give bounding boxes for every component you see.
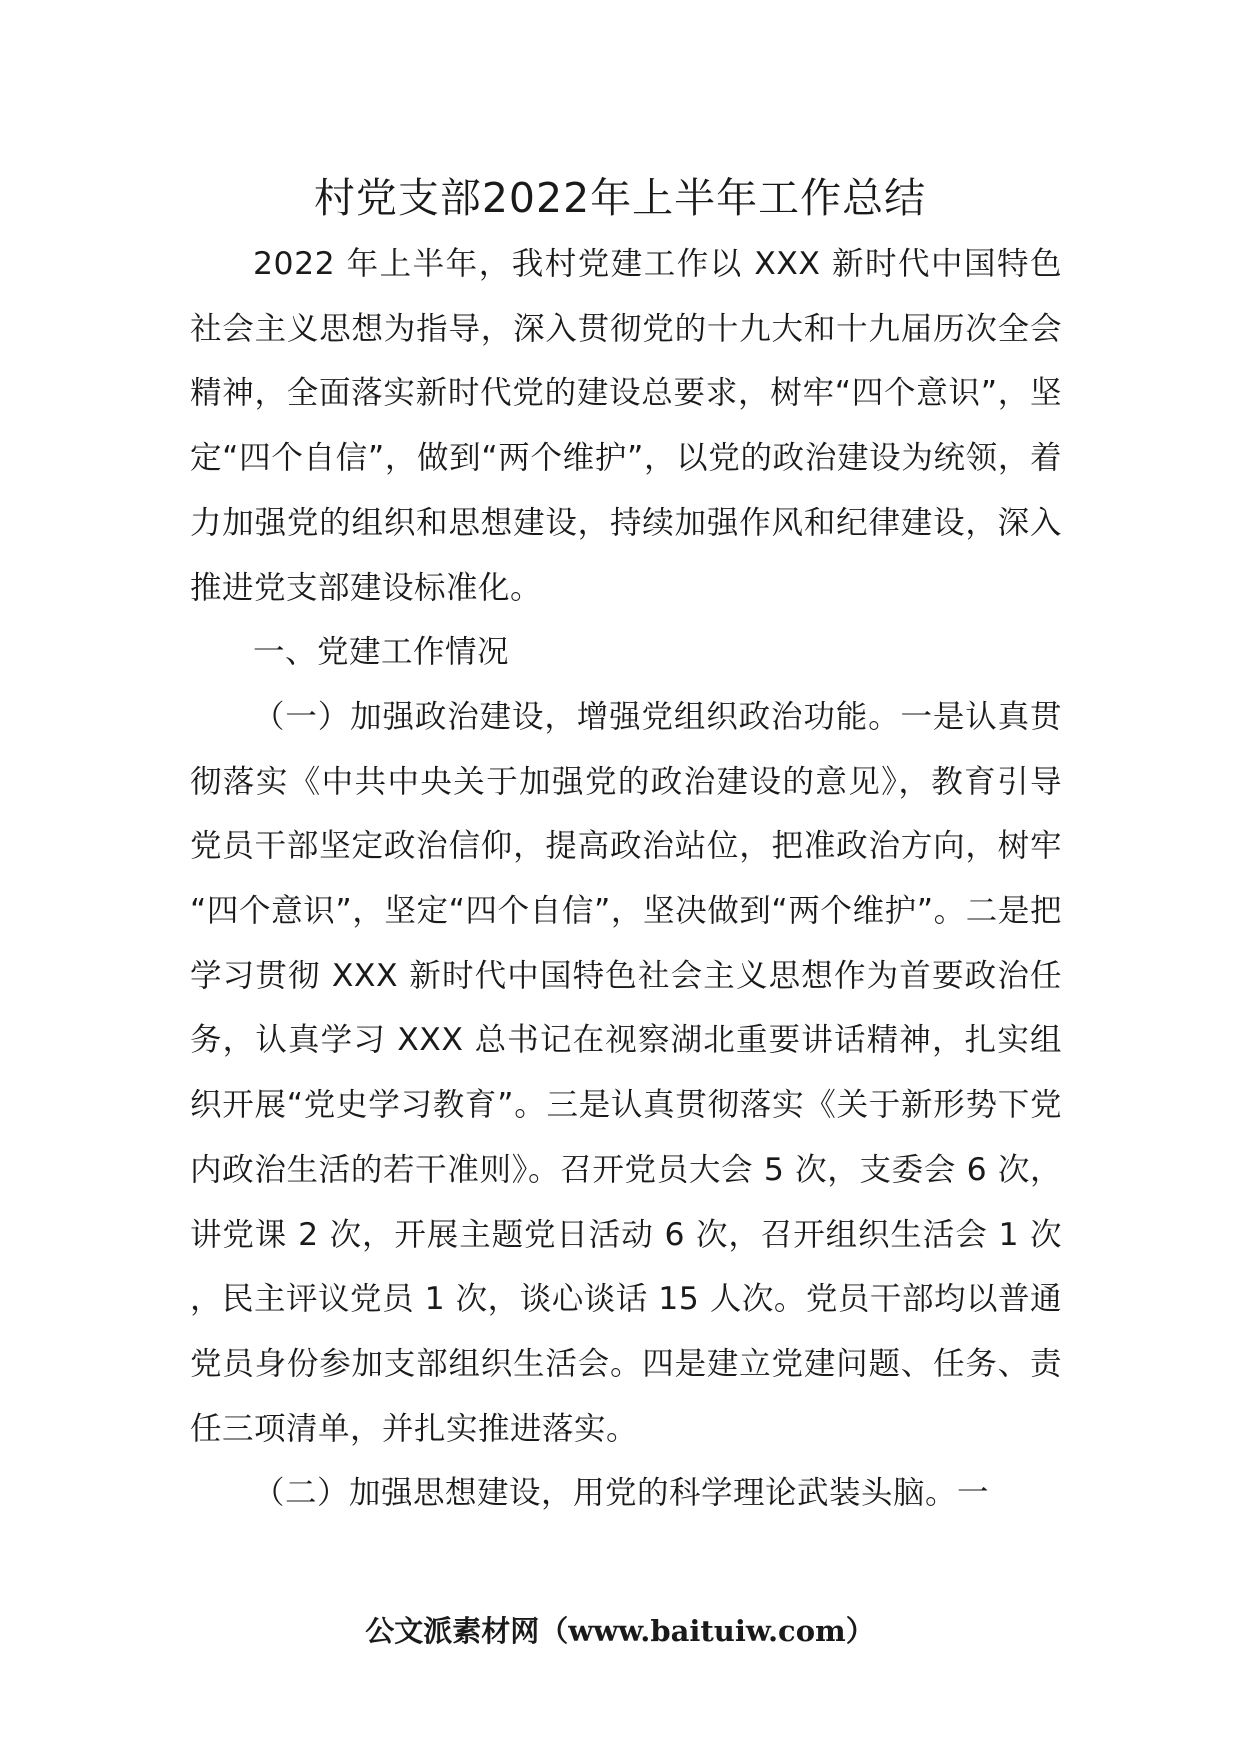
- subsection-paragraph-2: （二）加强思想建设，用党的科学理论武装头脑。一: [253, 1475, 990, 1512]
- section-heading: 一、党建工作情况: [253, 634, 510, 671]
- document-body: [190, 232, 1062, 1526]
- subsection-paragraph-1: （一）加强政治建设，增强党组织政治功能。一是认真贯彻落实《中共中央关于加强党的政治建设的意见》，教育引导党员干部坚定政治信仰，提高政治站位，把准政治方向，树牢“四个意识”，坚定“四个自信”，坚决做到“两个维护”。二是把学习贯彻 XXX 新时代中国特色社会主义思想作为首要政治任务，认真学习 XXX 总书记在视察湖北重要讲话精神，扎实组织开展“党史学习教育”。三是认真贯彻落实《关于新形势下党内政治生活的若干准则》。召开党员大会 5 次，支委会 6 次，讲党课 2 次，开展主题党日活动 6 次，召开组织生活会 1 次，民主评议党员 1 次，谈心谈话 15 人次。党员干部均以普通党员身份参加支部组织生活会。四是建立党建问题、任务、责任三项清单，并扎实推进落实。: [190, 698, 1062, 1447]
- footer-watermark: 公文派素材网（www.baituiw.com）: [365, 1614, 875, 1648]
- intro-paragraph: 2022 年上半年，我村党建工作以 XXX 新时代中国特色社会主义思想为指导，深入贯彻党的十九大和十九届历次全会精神，全面落实新时代党的建设总要求，树牢“四个意识”，坚定“四个自信”，做到“两个维护”，以党的政治建设为统领，着力加强党的组织和思想建设，持续加强作风和纪律建设，深入推进党支部建设标准化。: [190, 246, 1062, 606]
- document-title: 村党支部2022年上半年工作总结: [313, 174, 927, 222]
